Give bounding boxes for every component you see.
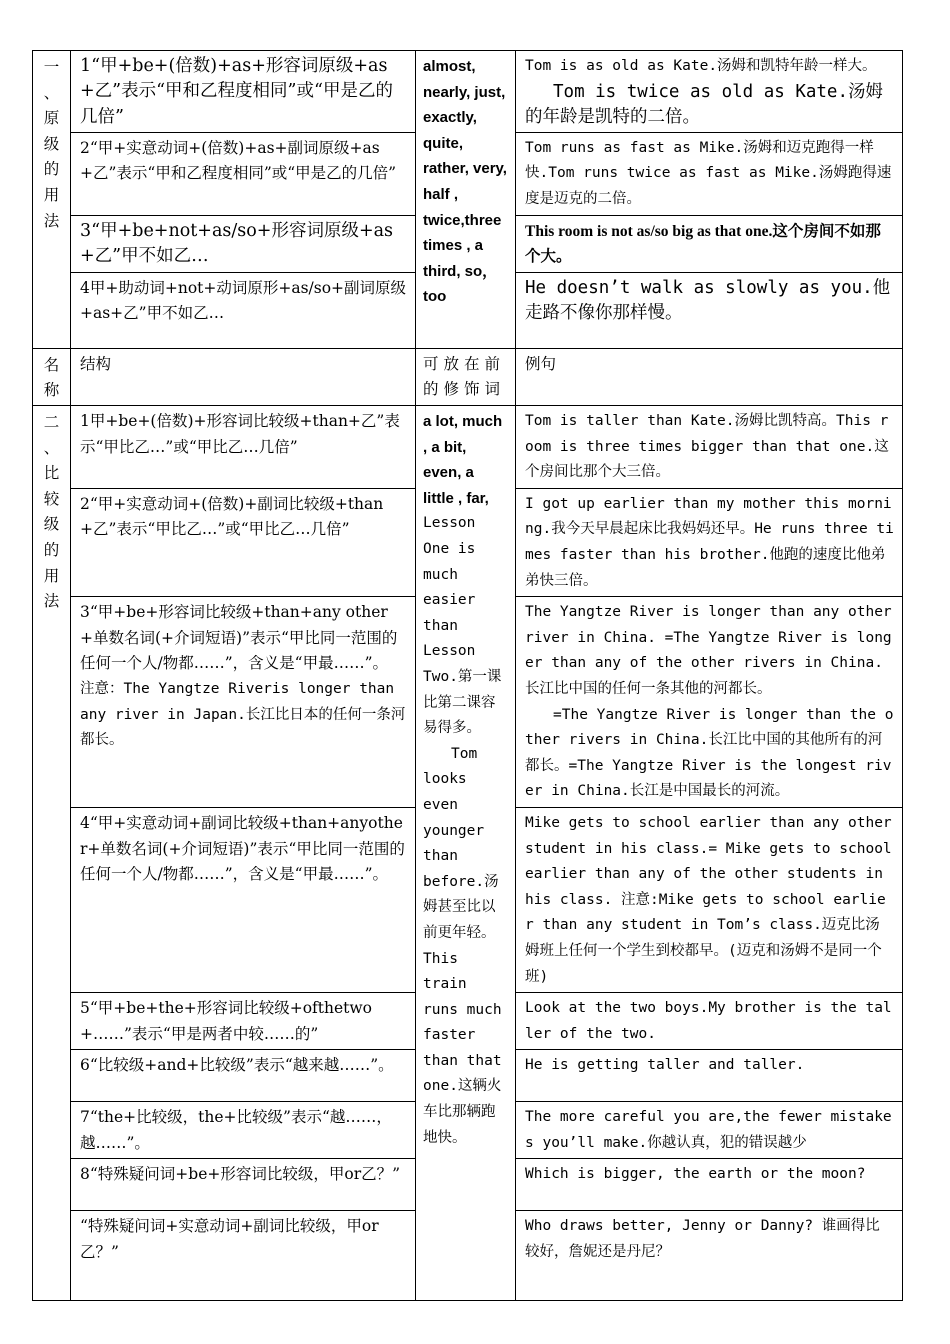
- structure-cell: 4甲+助动词+not+动词原形+as/so+副词原级+as+乙”甲不如乙…: [71, 272, 416, 348]
- example-cell: Tom runs as fast as Mike.汤姆和迈克跑得一样快.Tom runs twice as fast as Mike.汤姆跑得速度是迈克的二倍。: [516, 132, 903, 215]
- structure-cell: “特殊疑问词+实意动词+副词比较级，甲or乙？”: [71, 1211, 416, 1301]
- label-char: 、: [43, 438, 60, 457]
- label-char: 用: [43, 566, 60, 585]
- example-cell: The more careful you are,the fewer mistakes you’ll make.你越认真，犯的错误越少: [516, 1102, 903, 1159]
- modifier-example: This train runs much faster than that one.这辆火车比那辆跑地快。: [423, 950, 502, 1146]
- label-char: 一: [43, 58, 60, 76]
- example-cell: I got up earlier than my mother this morning.我今天早晨起床比我妈妈还早。He runs three times faster than his brother.他跑的速度比他弟弟快三倍。: [516, 488, 903, 596]
- header-example: 例句: [516, 348, 903, 405]
- label-char: 、: [43, 83, 60, 102]
- example-sentence: Tom is as old as Kate.汤姆和凯特年龄一样大。: [525, 58, 877, 74]
- label-char: 法: [43, 592, 60, 611]
- example-cell: Which is bigger, the earth or the moon?: [516, 1159, 903, 1211]
- structure-cell: [71, 597, 416, 808]
- structure-cell: 2“甲+实意动词+(倍数)+as+副词原级+as+乙”表示“甲和乙程度相同”或“甲是乙的几倍”: [71, 132, 416, 215]
- example-cell: Mike gets to school earlier than any other student in his class.= Mike gets to school earlier than any of the other students in his class. 注意:Mike gets to school earlier than any student in Tom’s class.迈克比汤姆班上任何一个学生到校都早。(迈克和汤姆不是同一个班): [516, 807, 903, 992]
- example-cell: He is getting taller and taller.: [516, 1050, 903, 1102]
- label-char: 较: [43, 489, 60, 508]
- label-char: 原: [43, 109, 60, 128]
- grammar-table: [32, 50, 903, 1301]
- structure-cell: 7“the+比较级，the+比较级”表示“越……，越……”。: [71, 1102, 416, 1159]
- section-two-label: [33, 406, 71, 1301]
- label-char: 的: [43, 541, 60, 560]
- label-char: 用: [43, 185, 60, 204]
- structure-cell: 4“甲+实意动词+副词比较级+than+anyother+单数名词(+介词短语)”表示“甲比同一范围的任何一个人/物都……”，含义是“甲最……”。: [71, 807, 416, 992]
- example-cell: He doesn’t walk as slowly as you.他走路不像你那样慢。: [516, 272, 903, 348]
- modifiers-cell: [416, 406, 516, 1301]
- structure-cell: 5“甲+be+the+形容词比较级+ofthetwo+……”表示“甲是两者中较……的”: [71, 993, 416, 1050]
- label-char: 比: [43, 464, 60, 483]
- label-char: 法: [43, 211, 60, 230]
- header-structure: 结构: [71, 348, 416, 405]
- label-char: 级: [43, 134, 60, 153]
- example-sentence: Tom is twice as old as Kate.汤姆的年龄是凯特的二倍。: [525, 81, 884, 127]
- structure-cell: 6“比较级+and+比较级”表示“越来越……”。: [71, 1050, 416, 1102]
- section-one-label: [33, 51, 71, 349]
- example-sentence: The Yangtze River is longer than any other river in China. =The Yangtze River is longer than any of the other rivers in China.长江比中国的任何一条其他的河都长。: [525, 604, 892, 697]
- modifier-example: Tom looks even younger than before.汤姆甚至比以前更年轻。: [423, 745, 499, 941]
- structure-cell: 8“特殊疑问词+be+形容词比较级，甲or乙？”: [71, 1159, 416, 1211]
- example-cell: [516, 597, 903, 808]
- example-cell: This room is not as/so big as that one.这个房间不如那个大。: [516, 215, 903, 272]
- modifiers-cell: almost, nearly, just, exactly, quite, rather, very, half , twice,three times , a third, so，too: [416, 51, 516, 349]
- structure-cell: 3“甲+be+not+as/so+形容词原级+as+乙”甲不如乙…: [71, 215, 416, 272]
- structure-cell: 2“甲+实意动词+(倍数)+副词比较级+than+乙”表示“甲比乙…”或“甲比乙…几倍”: [71, 488, 416, 596]
- structure-text: 3“甲+be+形容词比较级+than+any other+单数名词(+介词短语)”表示“甲比同一范围的任何一个人/物都……”，含义是“甲最……”。: [80, 603, 398, 673]
- example-cell: Look at the two boys.My brother is the taller of the two.: [516, 993, 903, 1050]
- example-sentence: =The Yangtze River is longer than the other rivers in China.长江比中国的其他所有的河都长。=The Yangtze River is the longest river in China.长江是中国最长的河流。: [525, 706, 894, 800]
- header-modifiers: 可放在前的修饰词: [416, 348, 516, 405]
- structure-cell: 1“甲+be+(倍数)+as+形容词原级+as+乙”表示“甲和乙程度相同”或“甲是乙的几倍”: [71, 51, 416, 133]
- example-cell: Who draws better, Jenny or Danny? 谁画得比较好，詹妮还是丹尼？: [516, 1211, 903, 1301]
- example-cell: [516, 51, 903, 133]
- header-name: 名称: [33, 348, 71, 405]
- example-cell: Tom is taller than Kate.汤姆比凯特高。This room is three times bigger than that one.这个房间比那个大三倍。: [516, 406, 903, 489]
- structure-cell: 1甲+be+(倍数)+形容词比较级+than+乙”表示“甲比乙…”或“甲比乙…几倍”: [71, 406, 416, 489]
- structure-note: 注意：The Yangtze Riveris longer than any river in Japan.长江比日本的任何一条河都长。: [80, 680, 406, 749]
- label-char: 二: [43, 413, 60, 432]
- modifiers-list: a lot, much , a bit, even, a little , far,: [423, 413, 503, 507]
- modifier-example: Lesson One is much easier than Lesson Two.第一课比第二课容易得多。: [423, 515, 502, 737]
- label-char: 级: [43, 515, 60, 534]
- label-char: 的: [43, 160, 60, 179]
